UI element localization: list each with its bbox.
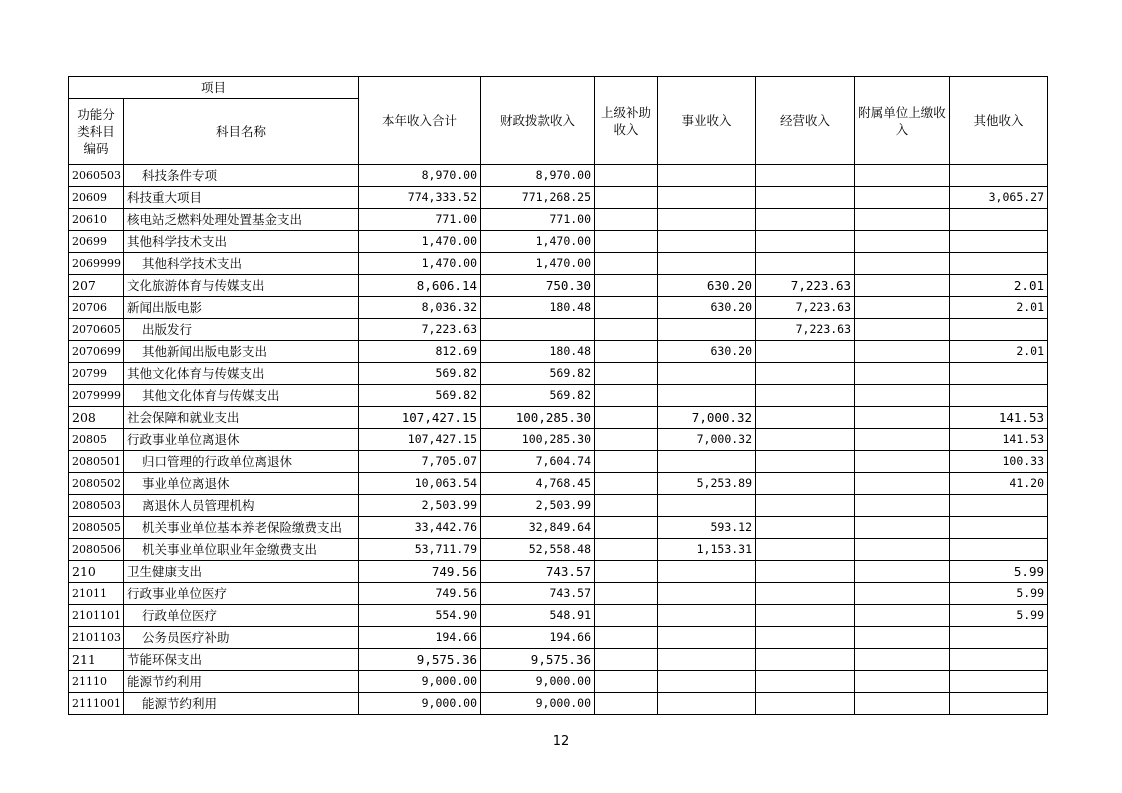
business-income-cell: 7,000.32 <box>658 407 756 429</box>
table-row <box>69 341 1048 363</box>
superior-subsidy-cell <box>595 407 658 429</box>
subsidiary-payment-cell <box>855 451 950 473</box>
function-code-cell: 2070699 <box>69 341 124 363</box>
operating-income-cell <box>756 671 855 693</box>
header-total-income: 本年收入合计 <box>359 77 481 165</box>
operating-income-cell <box>756 231 855 253</box>
table-row <box>69 671 1048 693</box>
subject-name-cell: 其他文化体育与传媒支出 <box>124 363 359 385</box>
operating-income-cell <box>756 517 855 539</box>
subject-name-cell: 新闻出版电影 <box>124 297 359 319</box>
fiscal-appropriation-cell: 52,558.48 <box>481 539 595 561</box>
total-income-cell: 9,575.36 <box>359 649 481 671</box>
other-income-cell: 5.99 <box>950 561 1048 583</box>
table-row <box>69 451 1048 473</box>
subsidiary-payment-cell <box>855 253 950 275</box>
fiscal-appropriation-cell: 569.82 <box>481 363 595 385</box>
other-income-cell: 3,065.27 <box>950 187 1048 209</box>
superior-subsidy-cell <box>595 363 658 385</box>
function-code-cell: 210 <box>69 561 124 583</box>
operating-income-cell <box>756 363 855 385</box>
other-income-cell <box>950 385 1048 407</box>
total-income-cell: 9,000.00 <box>359 671 481 693</box>
subject-name-cell: 离退休人员管理机构 <box>124 495 359 517</box>
operating-income-cell <box>756 605 855 627</box>
total-income-cell: 194.66 <box>359 627 481 649</box>
other-income-cell: 2.01 <box>950 297 1048 319</box>
table-row <box>69 363 1048 385</box>
subsidiary-payment-cell <box>855 627 950 649</box>
subject-name-cell: 公务员医疗补助 <box>124 627 359 649</box>
superior-subsidy-cell <box>595 583 658 605</box>
function-code-cell: 20799 <box>69 363 124 385</box>
subsidiary-payment-cell <box>855 341 950 363</box>
budget-income-table <box>68 76 1048 715</box>
superior-subsidy-cell <box>595 297 658 319</box>
fiscal-appropriation-cell <box>481 319 595 341</box>
function-code-cell: 2080505 <box>69 517 124 539</box>
superior-subsidy-cell <box>595 671 658 693</box>
superior-subsidy-cell <box>595 473 658 495</box>
table-body <box>69 165 1048 715</box>
operating-income-cell <box>756 495 855 517</box>
fiscal-appropriation-cell: 8,970.00 <box>481 165 595 187</box>
table-row <box>69 561 1048 583</box>
fiscal-appropriation-cell: 7,604.74 <box>481 451 595 473</box>
header-project: 项目 <box>69 77 359 99</box>
subject-name-cell: 科技重大项目 <box>124 187 359 209</box>
superior-subsidy-cell <box>595 253 658 275</box>
fiscal-appropriation-cell: 180.48 <box>481 341 595 363</box>
business-income-cell <box>658 385 756 407</box>
fiscal-appropriation-cell: 32,849.64 <box>481 517 595 539</box>
fiscal-appropriation-cell: 9,000.00 <box>481 693 595 715</box>
business-income-cell <box>658 605 756 627</box>
subject-name-cell: 其他新闻出版电影支出 <box>124 341 359 363</box>
function-code-cell: 2080506 <box>69 539 124 561</box>
other-income-cell <box>950 209 1048 231</box>
other-income-cell: 141.53 <box>950 429 1048 451</box>
subject-name-cell: 科技条件专项 <box>124 165 359 187</box>
total-income-cell: 10,063.54 <box>359 473 481 495</box>
superior-subsidy-cell <box>595 209 658 231</box>
other-income-cell: 5.99 <box>950 583 1048 605</box>
superior-subsidy-cell <box>595 429 658 451</box>
function-code-cell: 2080503 <box>69 495 124 517</box>
total-income-cell: 771.00 <box>359 209 481 231</box>
function-code-cell: 20609 <box>69 187 124 209</box>
table-row <box>69 495 1048 517</box>
operating-income-cell <box>756 187 855 209</box>
superior-subsidy-cell <box>595 627 658 649</box>
superior-subsidy-cell <box>595 561 658 583</box>
function-code-cell: 2101103 <box>69 627 124 649</box>
superior-subsidy-cell <box>595 231 658 253</box>
operating-income-cell <box>756 253 855 275</box>
header-subsidiary-payment: 附属单位上缴收入 <box>855 77 950 165</box>
operating-income-cell <box>756 209 855 231</box>
subsidiary-payment-cell <box>855 473 950 495</box>
subsidiary-payment-cell <box>855 275 950 297</box>
table-row <box>69 385 1048 407</box>
fiscal-appropriation-cell: 100,285.30 <box>481 429 595 451</box>
table-row <box>69 407 1048 429</box>
superior-subsidy-cell <box>595 275 658 297</box>
business-income-cell <box>658 363 756 385</box>
total-income-cell: 9,000.00 <box>359 693 481 715</box>
subject-name-cell: 行政事业单位医疗 <box>124 583 359 605</box>
operating-income-cell <box>756 429 855 451</box>
operating-income-cell <box>756 473 855 495</box>
table-row <box>69 517 1048 539</box>
function-code-cell: 207 <box>69 275 124 297</box>
function-code-cell: 2070605 <box>69 319 124 341</box>
header-function-code: 功能分类科目编码 <box>69 99 124 165</box>
subsidiary-payment-cell <box>855 385 950 407</box>
table-row <box>69 209 1048 231</box>
fiscal-appropriation-cell: 750.30 <box>481 275 595 297</box>
subject-name-cell: 节能环保支出 <box>124 649 359 671</box>
subject-name-cell: 事业单位离退休 <box>124 473 359 495</box>
business-income-cell <box>658 319 756 341</box>
subject-name-cell: 机关事业单位职业年金缴费支出 <box>124 539 359 561</box>
business-income-cell: 593.12 <box>658 517 756 539</box>
total-income-cell: 812.69 <box>359 341 481 363</box>
header-subject-name: 科目名称 <box>124 99 359 165</box>
other-income-cell <box>950 495 1048 517</box>
subsidiary-payment-cell <box>855 495 950 517</box>
function-code-cell: 2060503 <box>69 165 124 187</box>
total-income-cell: 569.82 <box>359 385 481 407</box>
subsidiary-payment-cell <box>855 407 950 429</box>
fiscal-appropriation-cell: 4,768.45 <box>481 473 595 495</box>
operating-income-cell <box>756 561 855 583</box>
subject-name-cell: 能源节约利用 <box>124 693 359 715</box>
business-income-cell <box>658 693 756 715</box>
operating-income-cell <box>756 627 855 649</box>
function-code-cell: 20699 <box>69 231 124 253</box>
function-code-cell: 211 <box>69 649 124 671</box>
other-income-cell <box>950 517 1048 539</box>
subsidiary-payment-cell <box>855 649 950 671</box>
table-row <box>69 539 1048 561</box>
superior-subsidy-cell <box>595 693 658 715</box>
table-row <box>69 605 1048 627</box>
operating-income-cell <box>756 341 855 363</box>
operating-income-cell: 7,223.63 <box>756 297 855 319</box>
superior-subsidy-cell <box>595 451 658 473</box>
function-code-cell: 2079999 <box>69 385 124 407</box>
business-income-cell: 630.20 <box>658 297 756 319</box>
subject-name-cell: 社会保障和就业支出 <box>124 407 359 429</box>
business-income-cell <box>658 561 756 583</box>
total-income-cell: 749.56 <box>359 561 481 583</box>
subject-name-cell: 能源节约利用 <box>124 671 359 693</box>
operating-income-cell <box>756 649 855 671</box>
function-code-cell: 208 <box>69 407 124 429</box>
superior-subsidy-cell <box>595 385 658 407</box>
function-code-cell: 2080501 <box>69 451 124 473</box>
table-row <box>69 583 1048 605</box>
superior-subsidy-cell <box>595 539 658 561</box>
other-income-cell: 100.33 <box>950 451 1048 473</box>
fiscal-appropriation-cell: 180.48 <box>481 297 595 319</box>
total-income-cell: 7,223.63 <box>359 319 481 341</box>
subject-name-cell: 其他科学技术支出 <box>124 231 359 253</box>
subject-name-cell: 行政事业单位离退休 <box>124 429 359 451</box>
fiscal-appropriation-cell: 2,503.99 <box>481 495 595 517</box>
table-row <box>69 187 1048 209</box>
fiscal-appropriation-cell: 1,470.00 <box>481 253 595 275</box>
table-row <box>69 473 1048 495</box>
total-income-cell: 7,705.07 <box>359 451 481 473</box>
business-income-cell: 5,253.89 <box>658 473 756 495</box>
total-income-cell: 1,470.00 <box>359 231 481 253</box>
other-income-cell <box>950 231 1048 253</box>
subsidiary-payment-cell <box>855 429 950 451</box>
subsidiary-payment-cell <box>855 165 950 187</box>
header-other-income: 其他收入 <box>950 77 1048 165</box>
fiscal-appropriation-cell: 9,575.36 <box>481 649 595 671</box>
operating-income-cell: 7,223.63 <box>756 319 855 341</box>
other-income-cell <box>950 539 1048 561</box>
subject-name-cell: 其他文化体育与传媒支出 <box>124 385 359 407</box>
fiscal-appropriation-cell: 771,268.25 <box>481 187 595 209</box>
business-income-cell: 1,153.31 <box>658 539 756 561</box>
fiscal-appropriation-cell: 194.66 <box>481 627 595 649</box>
subject-name-cell: 行政单位医疗 <box>124 605 359 627</box>
table-row <box>69 429 1048 451</box>
function-code-cell: 21110 <box>69 671 124 693</box>
function-code-cell: 2069999 <box>69 253 124 275</box>
total-income-cell: 8,970.00 <box>359 165 481 187</box>
business-income-cell <box>658 649 756 671</box>
subject-name-cell: 其他科学技术支出 <box>124 253 359 275</box>
function-code-cell: 21011 <box>69 583 124 605</box>
fiscal-appropriation-cell: 9,000.00 <box>481 671 595 693</box>
business-income-cell <box>658 671 756 693</box>
total-income-cell: 554.90 <box>359 605 481 627</box>
total-income-cell: 749.56 <box>359 583 481 605</box>
subsidiary-payment-cell <box>855 363 950 385</box>
other-income-cell: 41.20 <box>950 473 1048 495</box>
total-income-cell: 2,503.99 <box>359 495 481 517</box>
total-income-cell: 53,711.79 <box>359 539 481 561</box>
subject-name-cell: 卫生健康支出 <box>124 561 359 583</box>
superior-subsidy-cell <box>595 165 658 187</box>
superior-subsidy-cell <box>595 495 658 517</box>
other-income-cell <box>950 253 1048 275</box>
other-income-cell <box>950 693 1048 715</box>
other-income-cell <box>950 627 1048 649</box>
business-income-cell: 630.20 <box>658 341 756 363</box>
subsidiary-payment-cell <box>855 517 950 539</box>
business-income-cell: 630.20 <box>658 275 756 297</box>
operating-income-cell <box>756 165 855 187</box>
table-row <box>69 165 1048 187</box>
subsidiary-payment-cell <box>855 693 950 715</box>
other-income-cell: 2.01 <box>950 341 1048 363</box>
superior-subsidy-cell <box>595 187 658 209</box>
function-code-cell: 2101101 <box>69 605 124 627</box>
fiscal-appropriation-cell: 1,470.00 <box>481 231 595 253</box>
superior-subsidy-cell <box>595 517 658 539</box>
business-income-cell <box>658 627 756 649</box>
other-income-cell <box>950 363 1048 385</box>
operating-income-cell <box>756 385 855 407</box>
fiscal-appropriation-cell: 548.91 <box>481 605 595 627</box>
fiscal-appropriation-cell: 743.57 <box>481 561 595 583</box>
total-income-cell: 8,606.14 <box>359 275 481 297</box>
superior-subsidy-cell <box>595 649 658 671</box>
subject-name-cell: 归口管理的行政单位离退休 <box>124 451 359 473</box>
subsidiary-payment-cell <box>855 187 950 209</box>
total-income-cell: 8,036.32 <box>359 297 481 319</box>
function-code-cell: 2080502 <box>69 473 124 495</box>
business-income-cell <box>658 451 756 473</box>
operating-income-cell: 7,223.63 <box>756 275 855 297</box>
table-row <box>69 275 1048 297</box>
subsidiary-payment-cell <box>855 561 950 583</box>
other-income-cell: 141.53 <box>950 407 1048 429</box>
other-income-cell <box>950 671 1048 693</box>
total-income-cell: 33,442.76 <box>359 517 481 539</box>
business-income-cell: 7,000.32 <box>658 429 756 451</box>
table-row <box>69 627 1048 649</box>
subject-name-cell: 文化旅游体育与传媒支出 <box>124 275 359 297</box>
business-income-cell <box>658 253 756 275</box>
subsidiary-payment-cell <box>855 539 950 561</box>
other-income-cell: 5.99 <box>950 605 1048 627</box>
subsidiary-payment-cell <box>855 319 950 341</box>
page-number: 12 <box>552 734 570 749</box>
subject-name-cell: 核电站乏燃料处理处置基金支出 <box>124 209 359 231</box>
subsidiary-payment-cell <box>855 231 950 253</box>
function-code-cell: 20610 <box>69 209 124 231</box>
header-superior-subsidy: 上级补助收入 <box>595 77 658 165</box>
fiscal-appropriation-cell: 100,285.30 <box>481 407 595 429</box>
table-row <box>69 231 1048 253</box>
subject-name-cell: 出版发行 <box>124 319 359 341</box>
header-operating-income: 经营收入 <box>756 77 855 165</box>
function-code-cell: 20805 <box>69 429 124 451</box>
business-income-cell <box>658 187 756 209</box>
business-income-cell <box>658 165 756 187</box>
header-fiscal-appropriation: 财政拨款收入 <box>481 77 595 165</box>
superior-subsidy-cell <box>595 341 658 363</box>
operating-income-cell <box>756 407 855 429</box>
business-income-cell <box>658 495 756 517</box>
total-income-cell: 569.82 <box>359 363 481 385</box>
business-income-cell <box>658 231 756 253</box>
function-code-cell: 20706 <box>69 297 124 319</box>
header-business-income: 事业收入 <box>658 77 756 165</box>
operating-income-cell <box>756 583 855 605</box>
subsidiary-payment-cell <box>855 209 950 231</box>
table-row <box>69 649 1048 671</box>
total-income-cell: 774,333.52 <box>359 187 481 209</box>
other-income-cell <box>950 649 1048 671</box>
table-row <box>69 297 1048 319</box>
table-row <box>69 253 1048 275</box>
business-income-cell <box>658 209 756 231</box>
fiscal-appropriation-cell: 569.82 <box>481 385 595 407</box>
table-row <box>69 319 1048 341</box>
operating-income-cell <box>756 539 855 561</box>
superior-subsidy-cell <box>595 319 658 341</box>
total-income-cell: 107,427.15 <box>359 407 481 429</box>
table-row <box>69 693 1048 715</box>
operating-income-cell <box>756 451 855 473</box>
subsidiary-payment-cell <box>855 605 950 627</box>
business-income-cell <box>658 583 756 605</box>
other-income-cell: 2.01 <box>950 275 1048 297</box>
subsidiary-payment-cell <box>855 583 950 605</box>
subject-name-cell: 机关事业单位基本养老保险缴费支出 <box>124 517 359 539</box>
subsidiary-payment-cell <box>855 671 950 693</box>
other-income-cell <box>950 165 1048 187</box>
operating-income-cell <box>756 693 855 715</box>
fiscal-appropriation-cell: 743.57 <box>481 583 595 605</box>
total-income-cell: 1,470.00 <box>359 253 481 275</box>
superior-subsidy-cell <box>595 605 658 627</box>
subsidiary-payment-cell <box>855 297 950 319</box>
total-income-cell: 107,427.15 <box>359 429 481 451</box>
other-income-cell <box>950 319 1048 341</box>
fiscal-appropriation-cell: 771.00 <box>481 209 595 231</box>
function-code-cell: 2111001 <box>69 693 124 715</box>
